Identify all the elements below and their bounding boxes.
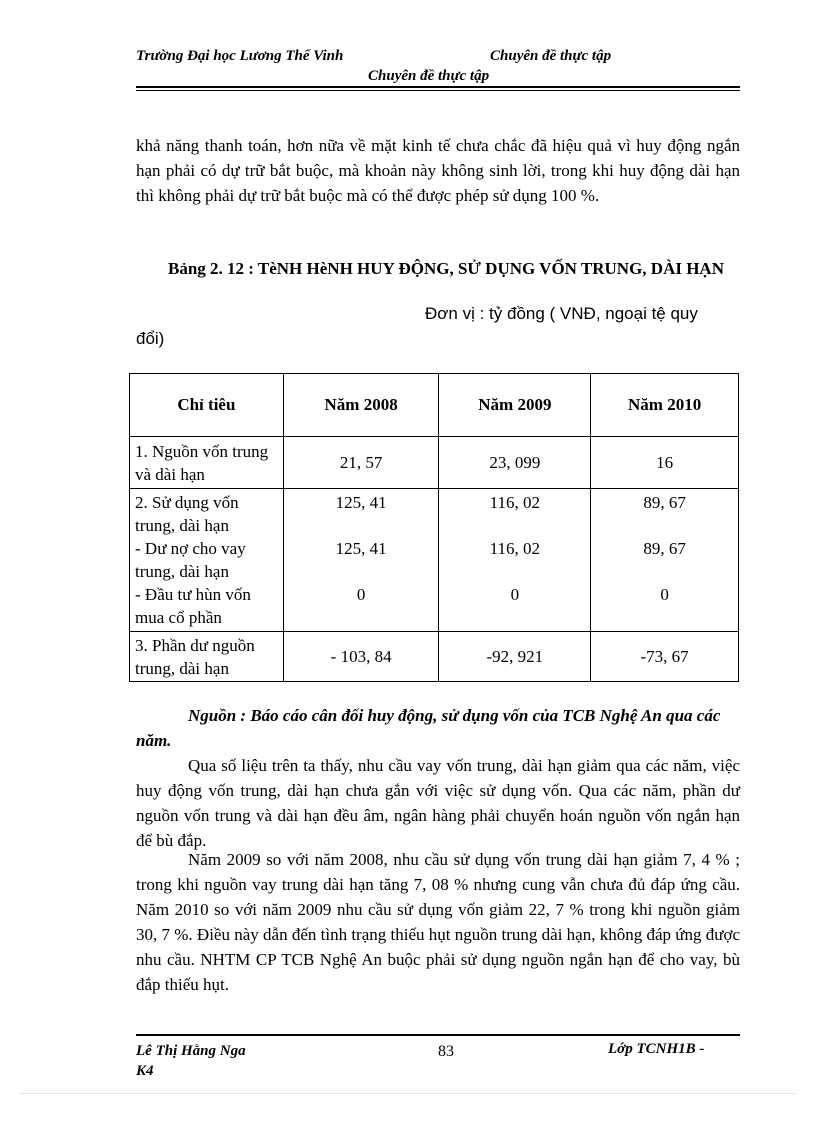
header-year-2008: Năm 2008 — [283, 374, 439, 437]
footer-rule — [136, 1034, 740, 1036]
header-topic-right: Chuyên đề thực tập — [490, 48, 612, 64]
header-rule-thick — [136, 86, 740, 88]
row2-loans-2010: 89, 67 — [643, 539, 686, 558]
row1-2008: 21, 57 — [283, 437, 439, 489]
row2-equity-2010: 0 — [660, 585, 669, 604]
header-year-2009: Năm 2009 — [439, 374, 591, 437]
table-row-usage-group — [130, 489, 739, 632]
row1-label: 1. Nguồn vốn trung và dài hạn — [130, 437, 284, 489]
intro-paragraph: khả năng thanh toán, hơn nữa về mặt kinh tế chưa chắc đã hiệu quả vì huy động ngắn hạn phải có dự trữ bắt buộc, mà khoản này không sinh lời, trong khi huy động dài hạn thì không phải dự trữ bắt buộc mà có thể được phép sử dụng 100 %. — [136, 136, 740, 205]
table-unit-line1: Đơn vị : tỷ đồng ( VNĐ, ngoại tệ quy — [425, 304, 698, 323]
page-bottom-dotted-line — [20, 1093, 796, 1094]
footer-author: Lê Thị Hằng Nga — [136, 1043, 246, 1059]
table-row-mobilization — [130, 437, 739, 489]
footer-author-block — [136, 1041, 246, 1081]
header-rule-thin — [136, 90, 740, 91]
footer-class: Lớp TCNH1B - — [608, 1041, 705, 1057]
row2-usage-2008: 125, 41 — [335, 493, 387, 512]
table-unit-line2: đổi) — [136, 329, 165, 348]
page-number: 83 — [438, 1043, 454, 1060]
table-header-row — [130, 374, 739, 437]
header-indicator: Chỉ tiêu — [130, 374, 284, 437]
row2-usage-label: 2. Sử dụng vốn trung, dài hạn — [135, 493, 239, 535]
row2-loans-2009: 116, 02 — [489, 539, 541, 558]
source-note: Nguồn : Báo cáo cân đối huy động, sử dụng vốn của TCB Nghệ An qua các năm. — [136, 706, 721, 750]
header-topic-center: Chuyên đề thực tập — [368, 68, 490, 84]
row2-usage-2009: 116, 02 — [489, 493, 541, 512]
table-row-surplus — [130, 632, 739, 682]
row3-label: 3. Phần dư nguồn trung, dài hạn — [130, 632, 284, 682]
footer-author-line2: K4 — [136, 1063, 154, 1079]
row2-loans-2008: 125, 41 — [335, 539, 387, 558]
header-year-2010: Năm 2010 — [591, 374, 739, 437]
row2-loans-label: - Dư nợ cho vay trung, dài hạn — [135, 539, 246, 581]
row2-equity-2008: 0 — [356, 585, 366, 604]
row2-usage-2010: 89, 67 — [643, 493, 686, 512]
header-school: Trường Đại học Lương Thế Vinh — [136, 48, 344, 64]
row3-2008: - 103, 84 — [283, 632, 439, 682]
row3-2009: -92, 921 — [439, 632, 591, 682]
analysis-paragraph-2: Năm 2009 so với năm 2008, nhu cầu sử dụng vốn trung dài hạn giảm 7, 4 % ; trong khi nguồn vay trung dài hạn tăng 7, 08 % nhưng cung vẫn chưa đủ đáp ứng cầu. Năm 2010 so với năm 2009 nhu cầu sử dụng vốn giảm 22, 7 % trong khi nguồn giảm 30, 7 %. Điều này dẫn đến tình trạng thiếu hụt nguồn trung dài hạn, không đáp ứng được nhu cầu. NHTM CP TCB Nghệ An buộc phải sử dụng nguồn ngắn hạn để cho vay, bù đắp thiếu hụt. — [136, 850, 740, 994]
capital-table — [129, 373, 739, 682]
table-title: Bảng 2. 12 : TèNH HèNH HUY ĐỘNG, SỬ DỤNG VỐN TRUNG, DÀI HẠN — [168, 259, 724, 278]
row1-2010: 16 — [591, 437, 739, 489]
row2-equity-2009: 0 — [510, 585, 520, 604]
row2-equity-label: - Đầu tư hùn vốn mua cổ phần — [135, 585, 251, 627]
analysis-paragraph-1: Qua số liệu trên ta thấy, nhu cầu vay vốn trung, dài hạn giảm qua các năm, việc huy động vốn trung, dài hạn chưa gắn với việc sử dụng vốn. Qua các năm, phần dư nguồn vốn trung và dài hạn đều âm, ngân hàng phải chuyển hoán nguồn vốn ngắn hạn để bù đắp. — [136, 756, 740, 850]
row1-2009: 23, 099 — [439, 437, 591, 489]
row3-2010: -73, 67 — [591, 632, 739, 682]
